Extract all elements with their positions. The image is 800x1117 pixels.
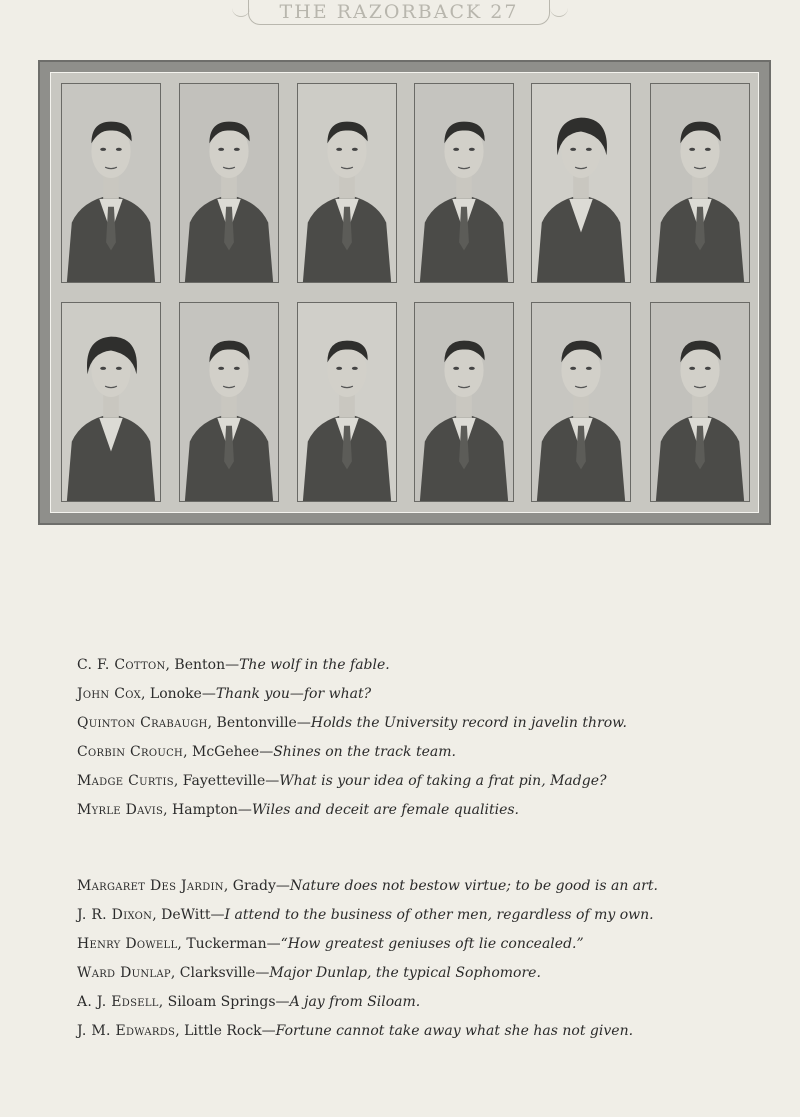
entry — [77, 988, 757, 1017]
portrait-photo — [650, 302, 750, 502]
entry-town: , Fayetteville— — [173, 773, 280, 789]
portrait-silhouette-icon — [415, 303, 513, 501]
entry — [77, 796, 757, 825]
portrait-silhouette-icon — [62, 303, 160, 501]
portrait-silhouette-icon — [298, 303, 396, 501]
entry-quote: What is your idea of taking a frat pin, Madge? — [279, 773, 607, 789]
portrait-photo — [531, 83, 631, 283]
entry-quote: “How greatest geniuses oft lie concealed.” — [280, 936, 584, 952]
entry-name: John Cox — [77, 686, 141, 702]
portrait-photo — [414, 302, 514, 502]
entries-group-1 — [77, 651, 757, 825]
entry-name: Ward Dunlap — [77, 965, 171, 981]
entry-quote: Shines on the track team. — [273, 744, 456, 760]
portrait-photo — [414, 83, 514, 283]
portrait-silhouette-icon — [298, 84, 396, 282]
entry-quote: Fortune cannot take away what she has not given. — [275, 1023, 634, 1039]
entry-town: , Benton— — [165, 657, 240, 673]
entry — [77, 709, 757, 738]
entry-name: Margaret Des Jardin — [77, 878, 224, 894]
entry-name: J. R. Dixon — [77, 907, 153, 923]
portrait-silhouette-icon — [62, 84, 160, 282]
entry — [77, 901, 757, 930]
entry-quote: Major Dunlap, the typical Sophomore. — [269, 965, 541, 981]
portrait-photo — [61, 83, 161, 283]
portrait-photo — [61, 302, 161, 502]
header-ornament-right — [550, 6, 568, 17]
entry — [77, 767, 757, 796]
entry-quote: Nature does not bestow virtue; to be good is an art. — [289, 878, 658, 894]
entry-name: A. J. Edsell — [77, 994, 159, 1010]
portrait-photo — [297, 83, 397, 283]
entry-name: Myrle Davis — [77, 802, 164, 818]
page-header — [248, 0, 550, 25]
portrait-silhouette-icon — [651, 303, 749, 501]
entry — [77, 930, 757, 959]
portrait-frame — [38, 60, 771, 525]
entry-quote: The wolf in the fable. — [239, 657, 390, 673]
header-title: THE RAZORBACK 27 — [279, 1, 519, 23]
entries-group-2 — [77, 872, 757, 1046]
portrait-silhouette-icon — [180, 84, 278, 282]
portrait-silhouette-icon — [651, 84, 749, 282]
portrait-silhouette-icon — [415, 84, 513, 282]
entry-town: , Hampton— — [163, 802, 252, 818]
entry-town: , Tuckerman— — [177, 936, 281, 952]
portrait-silhouette-icon — [532, 84, 630, 282]
entry-town: , McGehee— — [183, 744, 274, 760]
entry-town: , Siloam Springs— — [158, 994, 290, 1010]
portrait-photo — [650, 83, 750, 283]
portrait-silhouette-icon — [532, 303, 630, 501]
entry — [77, 959, 757, 988]
entry — [77, 680, 757, 709]
portrait-photo — [179, 302, 279, 502]
entry-quote: Thank you—for what? — [215, 686, 372, 702]
entry-quote: I attend to the business of other men, regardless of my own. — [224, 907, 654, 923]
entry-name: Henry Dowell — [77, 936, 178, 952]
entry-town: , Clarksville— — [170, 965, 270, 981]
portrait-photo — [531, 302, 631, 502]
portrait-photo — [297, 302, 397, 502]
entry-quote: Wiles and deceit are female qualities. — [251, 802, 520, 818]
entry-quote: A jay from Siloam. — [289, 994, 421, 1010]
entry-name: J. M. Edwards — [77, 1023, 176, 1039]
entry-town: , Lonoke— — [141, 686, 216, 702]
entry-town: , Little Rock— — [175, 1023, 276, 1039]
entry-town: , Grady— — [223, 878, 290, 894]
entry-quote: Holds the University record in javelin throw. — [310, 715, 627, 731]
entry-name: Corbin Crouch — [77, 744, 184, 760]
portrait-photo — [179, 83, 279, 283]
entry-town: , Bentonville— — [207, 715, 311, 731]
entry-name: Madge Curtis — [77, 773, 174, 789]
entry — [77, 651, 757, 680]
entry-name: C. F. Cotton — [77, 657, 166, 673]
entry-town: , DeWitt— — [152, 907, 225, 923]
entry-name: Quinton Crabaugh — [77, 715, 208, 731]
entry — [77, 738, 757, 767]
portrait-silhouette-icon — [180, 303, 278, 501]
entry — [77, 872, 757, 901]
entry — [77, 1017, 757, 1046]
